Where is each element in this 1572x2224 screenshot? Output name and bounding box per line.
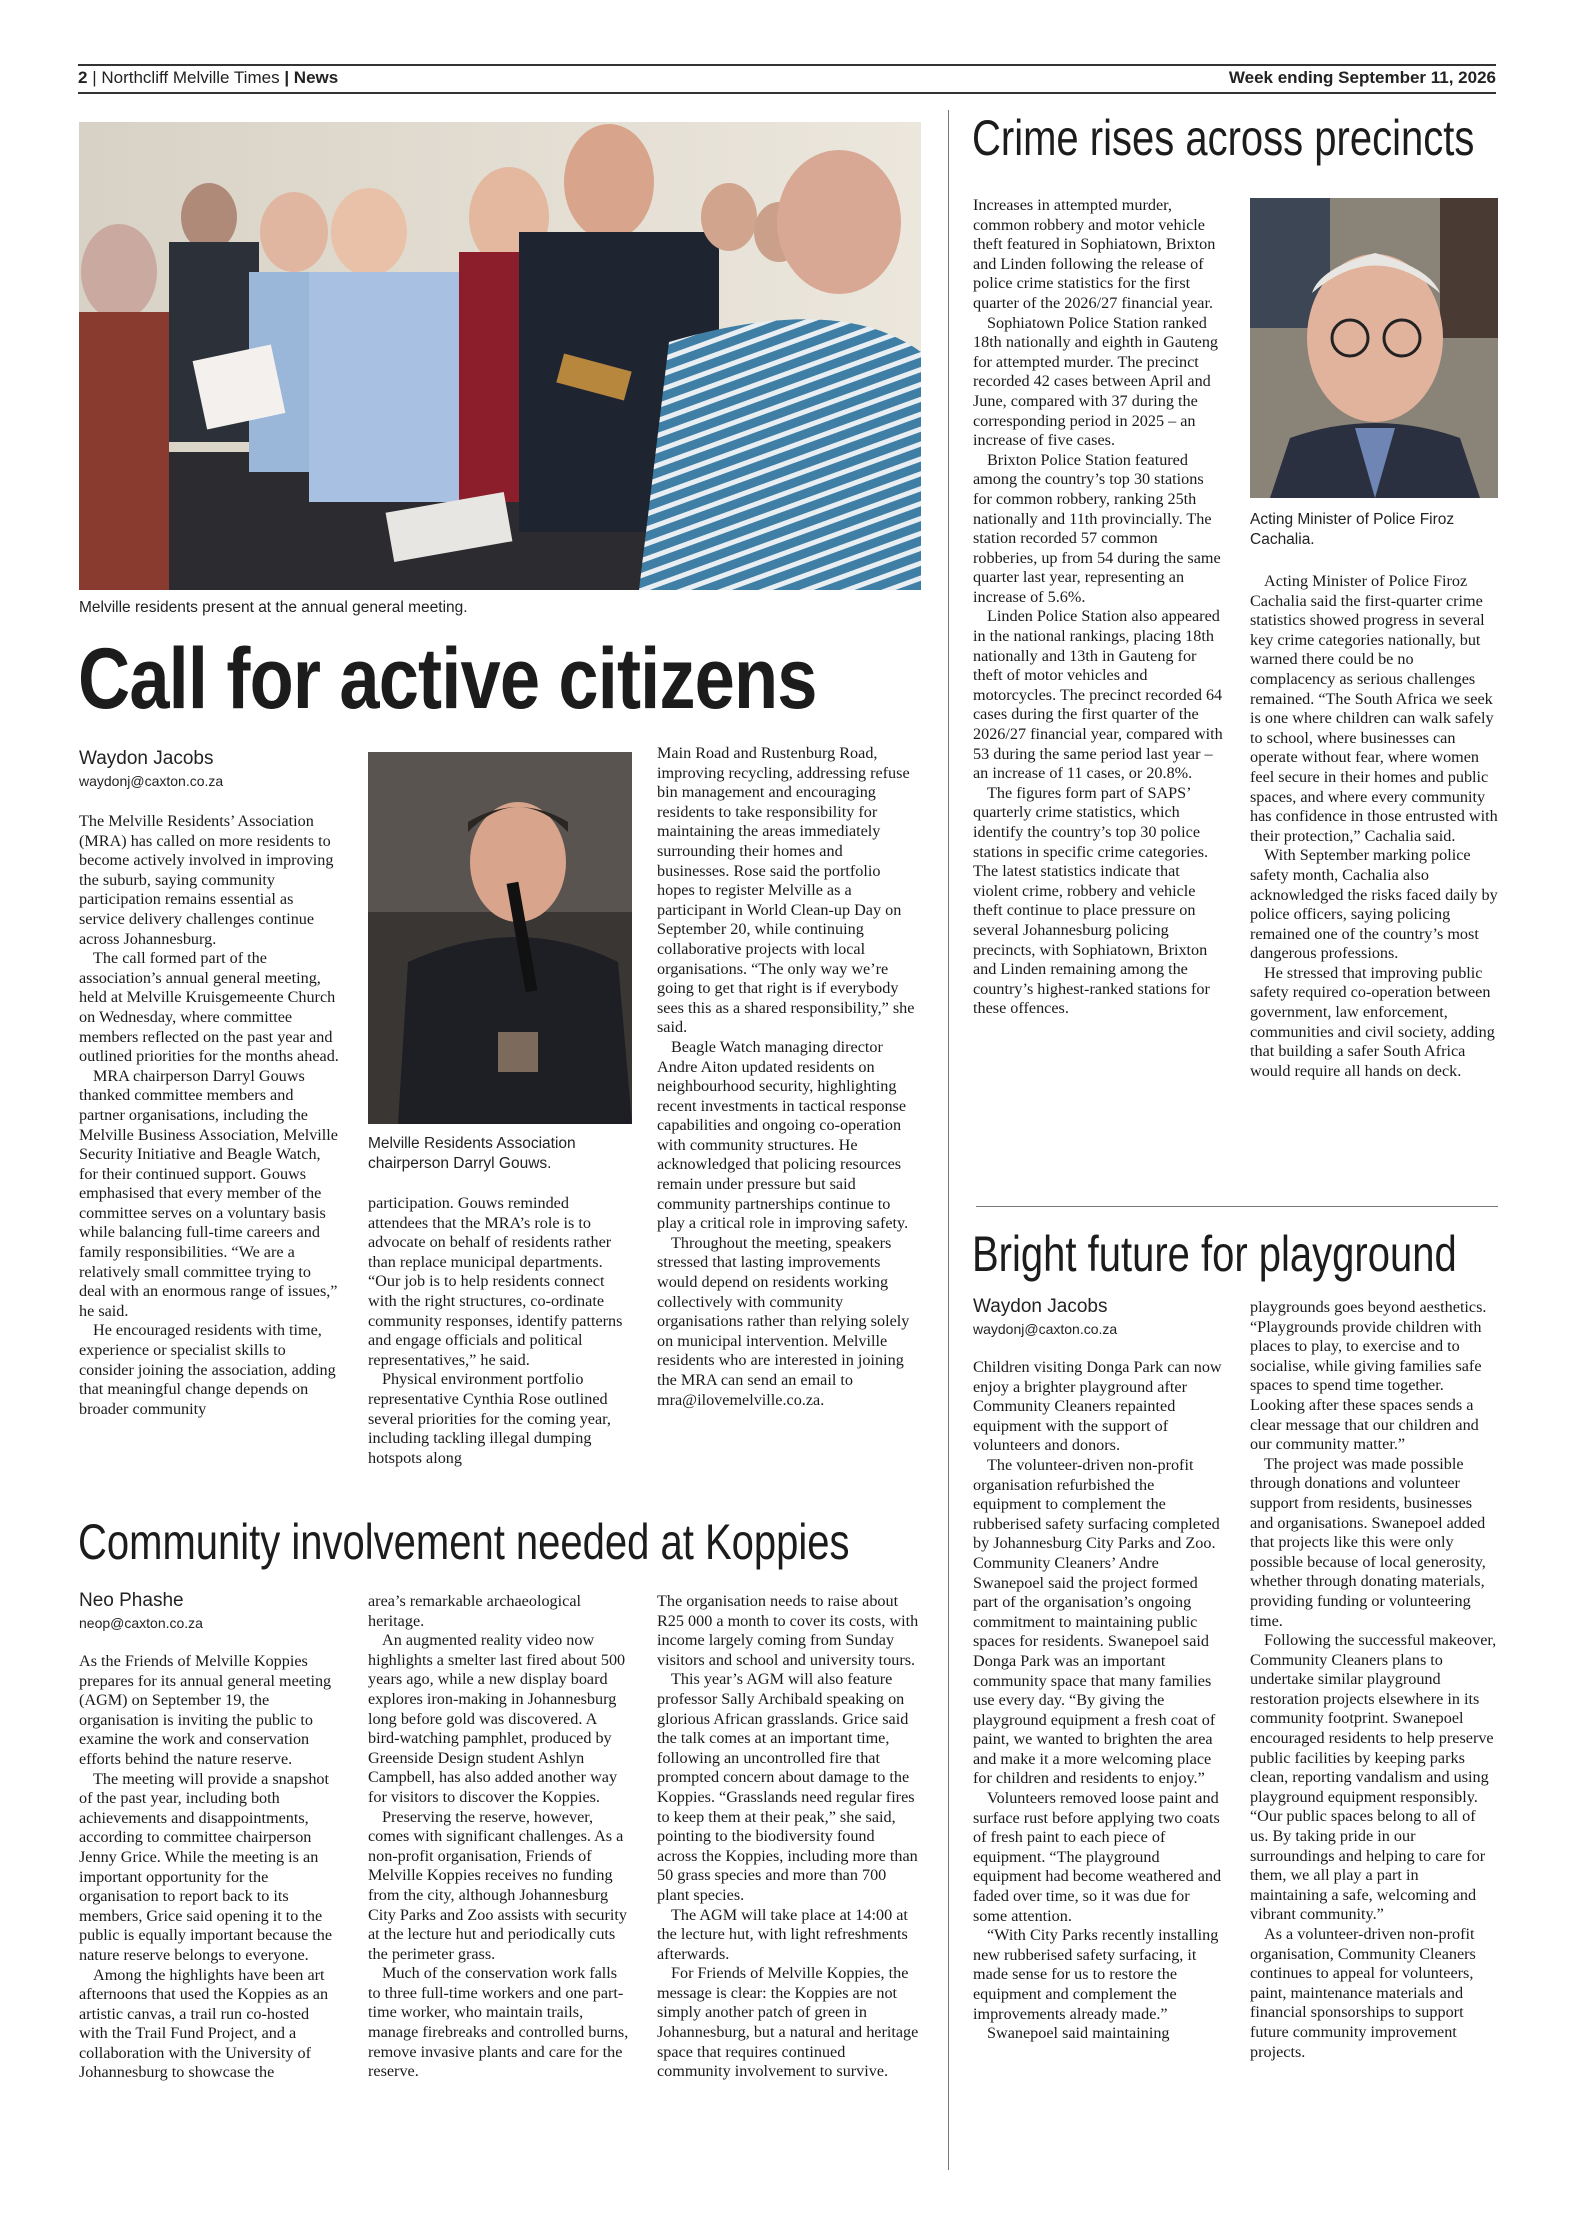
paragraph: area’s remarkable archaeological heritage. xyxy=(368,1592,581,1630)
playground-column-2 xyxy=(1250,1298,1498,2172)
paragraph: The organisation needs to raise about R25 000 a month to cover its costs, with income largely coming from Sunday visitors and school and university tours. xyxy=(657,1592,919,1669)
paragraph: participation. Gouws reminded attendees that the MRA’s role is to advocate on behalf of residents rather than replace municipal departments. “Our job is to help residents connect with the right structures, co-ordinate community responses, identify patterns and engage officials and political representatives,” he said. xyxy=(368,1194,623,1369)
paragraph: Beagle Watch managing director Andre Aiton updated residents on neighbourhood security, highlighting recent investments in tactical response capabilities and ongoing co-operation with community structures. He acknowledged that policing resources remain under pressure but said community partnerships continue to play a critical role in improving safety. xyxy=(657,1037,909,1233)
paragraph: The AGM will take place at 14:00 at the lecture hut, with light refreshments afterwards. xyxy=(657,1905,908,1963)
date-line: Week ending September 11, 2026 xyxy=(1228,68,1496,87)
speaker-photo-icon xyxy=(368,752,632,1124)
paragraph: He stressed that improving public safety required co-operation between government, law enforcement, communities and civil society, adding that building a safer South Africa would require all hands on deck. xyxy=(1250,963,1495,1080)
paragraph: The call formed part of the association’s annual general meeting, held at Melville Kruisgemeente Church on Wednesday, where committee members reflected on the past year and outlined priorities for the months ahead. xyxy=(79,949,339,1066)
paragraph: For Friends of Melville Koppies, the message is clear: the Koppies are not simply another patch of green in Johannesburg, but a natural and heritage space that requires continued community involvement to survive. xyxy=(657,1964,919,2081)
audience-photo-icon xyxy=(79,122,921,590)
paragraph: This year’s AGM will also feature professor Sally Archibald speaking on glorious African grasslands. Grice said the talk comes at an important time, following an uncontrolled fire that prompted concern about damage to the Koppies. “Grasslands need regular fires to keep them at their peak,” she said, pointing to the biodiversity found across the Koppies, including more than 50 grass species and more than 700 plant species. xyxy=(657,1670,918,1904)
paragraph: Children visiting Donga Park can now enjoy a brighter playground after Community Cleaners repainted equipment with the support of volunteers and donors. xyxy=(973,1358,1222,1455)
byline-email[interactable]: waydonj@caxton.co.za xyxy=(79,773,224,789)
section-divider-right xyxy=(976,1206,1498,1207)
paragraph: He encouraged residents with time, experience or specialist skills to consider joining the association, adding that meaningful change depends on broader community xyxy=(79,1321,336,1418)
koppies-column-1 xyxy=(79,1652,341,2172)
portrait-photo-icon xyxy=(1250,198,1498,498)
header-rule-top xyxy=(78,64,1496,66)
paragraph: With September marking police safety month, Cachalia also acknowledged the risks faced daily by police officers, saying policing remained one of the country’s most dangerous professions. xyxy=(1250,846,1498,963)
section-name: News xyxy=(293,68,339,87)
paragraph: Among the highlights have been art afternoons that used the Koppies as an artistic canvas, a trail run co-hosted with the Trail Fund Project, and a collaboration with the University of Johannesburg to showcase the xyxy=(79,1965,329,2082)
paragraph: Following the successful makeover, Community Cleaners plans to undertake similar playground restoration projects elsewhere in its community footprint. Swanepoel encouraged residents to help preserve public facilities by keeping parks clean, reporting vandalism and using playground equipment responsibly. “Our public spaces belong to all of us. By taking pride in our surroundings and helping to care for them, we all play a part in maintaining a safe, welcoming and vibrant community.” xyxy=(1250,1631,1497,1924)
headline-koppies: Community involvement needed at Koppies xyxy=(78,1514,850,1570)
paragraph: As the Friends of Melville Koppies prepares for its annual general meeting (AGM) on September 19, the organisation is inviting the public to examine the work and conservation efforts behind the nature reserve. xyxy=(79,1652,332,1768)
crime-column-1 xyxy=(973,196,1223,1182)
paragraph: Volunteers removed loose paint and surface rust before applying two coats of fresh paint to each piece of equipment. “The playground equipment had become weathered and faded over time, so it was due for some attention. xyxy=(973,1789,1222,1925)
paragraph: Physical environment portfolio representative Cynthia Rose outlined several priorities for the coming year, including tackling illegal dumping hotspots along xyxy=(368,1370,611,1467)
koppies-column-3 xyxy=(657,1592,919,2172)
paragraph: Throughout the meeting, speakers stressed that lasting improvements would depend on residents working collectively with community organisations rather than relying solely on municipal intervention. Melville residents who are interested in joining the MRA can send an email to mra@ilovemelville.co.za. xyxy=(657,1233,910,1409)
headline-call-for-active-citizens: Call for active citizens xyxy=(78,631,817,727)
page-number: 2 xyxy=(78,68,88,87)
paragraph: The figures form part of SAPS’ quarterly crime statistics, which identify the country’s top 30 police stations in specific crime categories. The latest statistics indicate that violent crime, robbery and vehicle theft continue to place pressure on several Johannesburg policing precincts, with Sophiatown, Brixton and Linden remaining among the country’s highest-ranked stations for these offences. xyxy=(973,783,1210,1018)
column-divider xyxy=(948,110,949,2170)
paragraph: MRA chairperson Darryl Gouws thanked committee members and partner organisations, including the Melville Business Association, Melville Security Initiative and Beagle Watch, for their continued support. Gouws emphasised that every member of the committee serves on a voluntary basis while balancing full-time careers and family responsibilities. “We are a relatively small committee trying to deal with an enormous range of issues,” he said. xyxy=(79,1066,338,1320)
header-rule-bottom xyxy=(78,92,1496,94)
paragraph: playgrounds goes beyond aesthetics. “Playgrounds provide children with places to play, to exercise and to socialise, while giving families safe spaces to spend time together. Looking after these spaces sends a clear message that our children and our community matter.” xyxy=(1250,1298,1487,1454)
paragraph: “With City Parks recently installing new rubberised safety surfacing, it made sense for us to restore the equipment and complement the improvements already made.” xyxy=(973,1926,1219,2023)
paragraph: Much of the conservation work falls to three full-time workers and one part-time worker, who maintain trails, manage firebreaks and controlled burns, remove invasive plants and care for the reserve. xyxy=(368,1964,629,2081)
playground-byline-email[interactable]: waydonj@caxton.co.za xyxy=(973,1321,1118,1337)
paragraph: Linden Police Station also appeared in the national rankings, placing 18th nationally and 13th in Gauteng for theft of motor vehicles and motorcycles. The precinct recorded 64 cases during the first quarter of the 2026/27 financial year, compared with 53 during the same period last year – an increase of 11 cases, or 20.8%. xyxy=(973,607,1223,783)
paragraph: Acting Minister of Police Firoz Cachalia said the first-quarter crime statistics showed progress in several key crime categories nationally, but warned there could be no complacency as serious challenges remained. “The South Africa we seek is one where children can walk safely to school, where businesses can operate without fear, where women feel secure in their homes and public spaces, and where every community has confidence in those entrusted with their protection,” Cachalia said. xyxy=(1250,572,1498,845)
playground-byline-author: Waydon Jacobs xyxy=(973,1296,1108,1317)
koppies-column-2 xyxy=(368,1592,630,2172)
main-photo-caption: Melville residents present at the annual general meeting. xyxy=(79,599,468,616)
publication-name: Northcliff Melville Times xyxy=(101,68,280,87)
citizens-column-3 xyxy=(657,744,919,1504)
paragraph: Brixton Police Station featured among the country’s top 30 stations for common robbery, ranking 25th nationally and 11th provincially. The station recorded 57 common robberies, up from 54 during the same quarter last year, representing an increase of 5.6%. xyxy=(973,450,1221,606)
playground-column-1 xyxy=(973,1358,1223,2172)
paragraph: Increases in attempted murder, common robbery and motor vehicle theft featured in Sophiatown, Brixton and Linden following the release of police crime statistics for the first quarter of the 2026/27 financial year. xyxy=(973,196,1216,312)
paragraph: The project was made possible through donations and volunteer support from residents, businesses and organisations. Swanepoel added that projects like this were only possible because of local generosity, whether through donating materials, providing funding or volunteering time. xyxy=(1250,1454,1486,1630)
citizens-column-2 xyxy=(368,1194,630,1504)
koppies-byline-author: Neo Phashe xyxy=(79,1590,184,1611)
paragraph: Sophiatown Police Station ranked 18th nationally and eighth in Gauteng for attempted murder. The precinct recorded 42 cases between April and June, compared with 37 during the corresponding period in 2025 – an increase of five cases. xyxy=(973,313,1219,450)
koppies-byline-email[interactable]: neop@caxton.co.za xyxy=(79,1615,203,1631)
byline-author: Waydon Jacobs xyxy=(79,748,214,769)
crime-photo-caption: Acting Minister of Police Firoz Cachalia. xyxy=(1250,511,1455,548)
headline-crime-rises: Crime rises across precincts xyxy=(972,110,1475,166)
citizens-column-1 xyxy=(79,812,341,1502)
headline-bright-future: Bright future for playground xyxy=(972,1226,1457,1282)
paragraph: Preserving the reserve, however, comes with significant challenges. As a non-profit organisation, Friends of Melville Koppies receives no funding from the city, although Johannesburg City Parks and Zoo assists with security at the lecture hut and periodically cuts the perimeter grass. xyxy=(368,1807,627,1963)
paragraph: An augmented reality video now highlights a smelter last fired about 500 years ago, while a new display board explores iron-making in Johannesburg long before gold was discovered. A bird-watching pamphlet, produced by Greenside Design student Ashlyn Campbell, has also added another way for visitors to discover the Koppies. xyxy=(368,1631,626,1806)
paragraph: Main Road and Rustenburg Road, improving recycling, addressing refuse bin management and encouraging residents to take responsibility for maintaining the areas immediately surrounding their homes and businesses. Rose said the portfolio hopes to register Melville as a participant in World Clean-up Day on September 20, while continuing collaborative projects with local organisations. “The only way we’re going to get that right is if everybody sees this as a shared responsibility,” she said. xyxy=(657,744,915,1037)
paragraph: The Melville Residents’ Association (MRA) has called on more residents to become actively involved in improving the suburb, saying community participation remains essential as service delivery challenges continue across Johannesburg. xyxy=(79,812,334,948)
crime-column-2 xyxy=(1250,572,1498,1182)
paragraph: As a volunteer-driven non-profit organisation, Community Cleaners continues to appeal for volunteers, paint, maintenance materials and financial sponsorships to support future community improvement projects. xyxy=(1250,1925,1476,2061)
paragraph: Swanepoel said maintaining xyxy=(987,2024,1170,2043)
inset-photo-caption: Melville Residents Association chairperson Darryl Gouws. xyxy=(368,1135,576,1172)
page-folio: 2 | Northcliff Melville Times | News xyxy=(78,68,339,87)
paragraph: The meeting will provide a snapshot of the past year, including both achievements and disappointments, according to committee chairperson Jenny Grice. While the meeting is an important opportunity for the organisation to report back to its members, Grice said opening it to the public is equally important because the nature reserve belongs to everyone. xyxy=(79,1769,333,1964)
paragraph: The volunteer-driven non-profit organisation refurbished the equipment to complement the rubberised safety surfacing completed by Johannesburg City Parks and Zoo. Community Cleaners’ Andre Swanepoel said the project formed part of the organisation’s ongoing commitment to maintaining public spaces for residents. Swanepoel said Donga Park was an important community space that many families use every day. “By giving the playground equipment a fresh coat of paint, we wanted to brighten the area and make it a more welcoming place for children and residents to enjoy.” xyxy=(973,1455,1220,1788)
